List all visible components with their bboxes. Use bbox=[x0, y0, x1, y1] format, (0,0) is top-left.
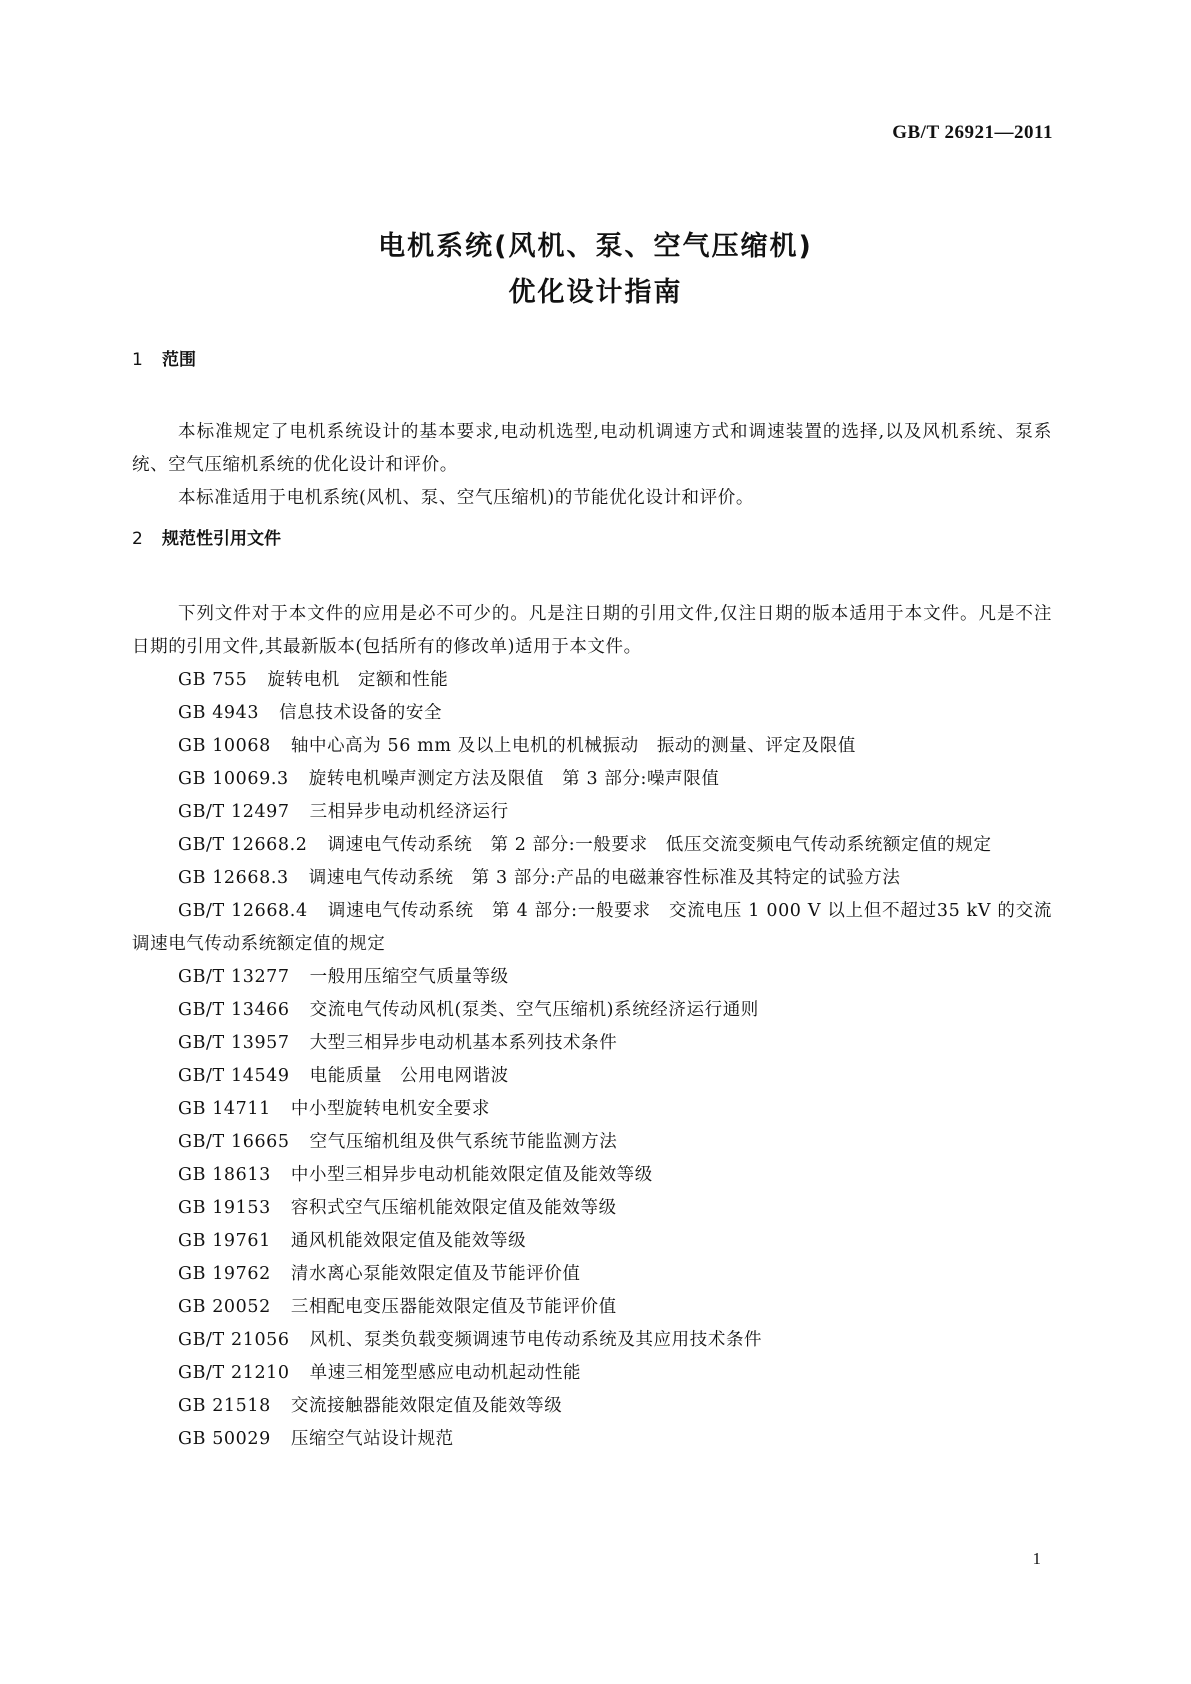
reference-item bbox=[132, 1192, 1052, 1225]
reference-item bbox=[132, 1060, 1052, 1093]
reference-title: 通风机能效限定值及能效等级 bbox=[290, 1231, 527, 1251]
section-number: 2 bbox=[132, 529, 143, 549]
reference-code: GB 20052 bbox=[178, 1297, 271, 1317]
reference-list bbox=[132, 664, 1052, 1456]
paragraph: 本标准规定了电机系统设计的基本要求,电动机选型,电动机调速方式和调速装置的选择,以及风机系统、泵系统、空气压缩机系统的优化设计和评价。 bbox=[132, 422, 1052, 475]
reference-title: 旋转电机 定额和性能 bbox=[267, 670, 449, 690]
reference-item bbox=[132, 1258, 1052, 1291]
reference-title: 轴中心高为 56 mm 及以上电机的机械振动 振动的测量、评定及限值 bbox=[290, 736, 856, 756]
section-heading bbox=[132, 347, 1052, 373]
reference-code: GB 21518 bbox=[178, 1396, 271, 1416]
reference-item bbox=[132, 763, 1052, 796]
reference-title: 清水离心泵能效限定值及节能评价值 bbox=[290, 1264, 581, 1284]
reference-item bbox=[132, 895, 1052, 961]
standard-number: GB/T 26921—2011 bbox=[892, 122, 1053, 143]
reference-code: GB 755 bbox=[178, 670, 248, 690]
reference-title: 中小型旋转电机安全要求 bbox=[290, 1099, 490, 1119]
reference-code: GB/T 13957 bbox=[178, 1033, 290, 1053]
reference-item bbox=[132, 1126, 1052, 1159]
reference-title: 信息技术设备的安全 bbox=[279, 703, 443, 723]
reference-code: GB/T 14549 bbox=[178, 1066, 290, 1086]
reference-code: GB/T 16665 bbox=[178, 1132, 290, 1152]
reference-item bbox=[132, 697, 1052, 730]
reference-code: GB 12668.3 bbox=[178, 868, 289, 888]
reference-title: 单速三相笼型感应电动机起动性能 bbox=[309, 1363, 582, 1383]
reference-code: GB 50029 bbox=[178, 1429, 271, 1449]
reference-code: GB 19762 bbox=[178, 1264, 271, 1284]
reference-title: 调速电气传动系统 第 2 部分:一般要求 低压交流变频电气传动系统额定值的规定 bbox=[327, 835, 992, 855]
reference-item bbox=[132, 664, 1052, 697]
reference-item bbox=[132, 994, 1052, 1027]
reference-item bbox=[132, 961, 1052, 994]
reference-item bbox=[132, 1159, 1052, 1192]
reference-title: 三相配电变压器能效限定值及节能评价值 bbox=[290, 1297, 617, 1317]
reference-title: 电能质量 公用电网谐波 bbox=[309, 1066, 509, 1086]
section-normative-references bbox=[132, 526, 1052, 1456]
reference-item bbox=[132, 1357, 1052, 1390]
reference-item bbox=[132, 1093, 1052, 1126]
reference-item bbox=[132, 1324, 1052, 1357]
reference-code: GB/T 12497 bbox=[178, 802, 290, 822]
title-line-1: 电机系统(风机、泵、空气压缩机) bbox=[378, 231, 813, 262]
title-line-2: 优化设计指南 bbox=[508, 277, 683, 308]
reference-title: 压缩空气站设计规范 bbox=[290, 1429, 454, 1449]
section-number: 1 bbox=[132, 350, 143, 370]
reference-code: GB 14711 bbox=[178, 1099, 271, 1119]
reference-title: 大型三相异步电动机基本系列技术条件 bbox=[309, 1033, 618, 1053]
reference-code: GB 19153 bbox=[178, 1198, 271, 1218]
reference-code: GB/T 13466 bbox=[178, 1000, 290, 1020]
reference-title: 风机、泵类负载变频调速节电传动系统及其应用技术条件 bbox=[309, 1330, 763, 1350]
reference-code: GB/T 21056 bbox=[178, 1330, 290, 1350]
reference-title: 一般用压缩空气质量等级 bbox=[309, 967, 509, 987]
section-scope bbox=[132, 347, 1052, 515]
reference-code: GB 19761 bbox=[178, 1231, 271, 1251]
page-number: 1 bbox=[1032, 1549, 1041, 1568]
reference-code: GB 10069.3 bbox=[178, 769, 289, 789]
reference-item bbox=[132, 1225, 1052, 1258]
reference-item bbox=[132, 796, 1052, 829]
reference-title: 旋转电机噪声测定方法及限值 第 3 部分:噪声限值 bbox=[308, 769, 720, 789]
section-title: 规范性引用文件 bbox=[162, 529, 281, 549]
reference-title: 调速电气传动系统 第 3 部分:产品的电磁兼容性标准及其特定的试验方法 bbox=[308, 868, 901, 888]
reference-code: GB/T 13277 bbox=[178, 967, 290, 987]
reference-title: 空气压缩机组及供气系统节能监测方法 bbox=[309, 1132, 618, 1152]
reference-code: GB 4943 bbox=[178, 703, 260, 723]
reference-code: GB/T 12668.4 bbox=[178, 901, 308, 921]
reference-item bbox=[132, 862, 1052, 895]
reference-item bbox=[132, 730, 1052, 763]
section-heading bbox=[132, 526, 1052, 552]
paragraph: 本标准适用于电机系统(风机、泵、空气压缩机)的节能优化设计和评价。 bbox=[178, 488, 754, 508]
reference-item bbox=[132, 1390, 1052, 1423]
section-title: 范围 bbox=[162, 350, 196, 370]
reference-title: 中小型三相异步电动机能效限定值及能效等级 bbox=[290, 1165, 653, 1185]
reference-item bbox=[132, 829, 1052, 862]
reference-title: 交流接触器能效限定值及能效等级 bbox=[290, 1396, 563, 1416]
reference-code: GB 18613 bbox=[178, 1165, 271, 1185]
reference-code: GB/T 12668.2 bbox=[178, 835, 308, 855]
reference-item bbox=[132, 1423, 1052, 1456]
reference-code: GB/T 21210 bbox=[178, 1363, 290, 1383]
document-title bbox=[0, 224, 1191, 316]
reference-title: 容积式空气压缩机能效限定值及能效等级 bbox=[290, 1198, 617, 1218]
reference-title: 交流电气传动风机(泵类、空气压缩机)系统经济运行通则 bbox=[309, 1000, 759, 1020]
reference-code: GB 10068 bbox=[178, 736, 271, 756]
reference-title: 三相异步电动机经济运行 bbox=[309, 802, 509, 822]
paragraph: 下列文件对于本文件的应用是必不可少的。凡是注日期的引用文件,仅注日期的版本适用于本文件。凡是不注日期的引用文件,其最新版本(包括所有的修改单)适用于本文件。 bbox=[132, 604, 1052, 657]
reference-title: 调速电气传动系统 第 4 部分:一般要求 交流电压 1 000 V 以上但不超过35 kV 的交流调速电气传动系统额定值的规定 bbox=[132, 901, 1052, 954]
reference-item bbox=[132, 1291, 1052, 1324]
reference-item bbox=[132, 1027, 1052, 1060]
